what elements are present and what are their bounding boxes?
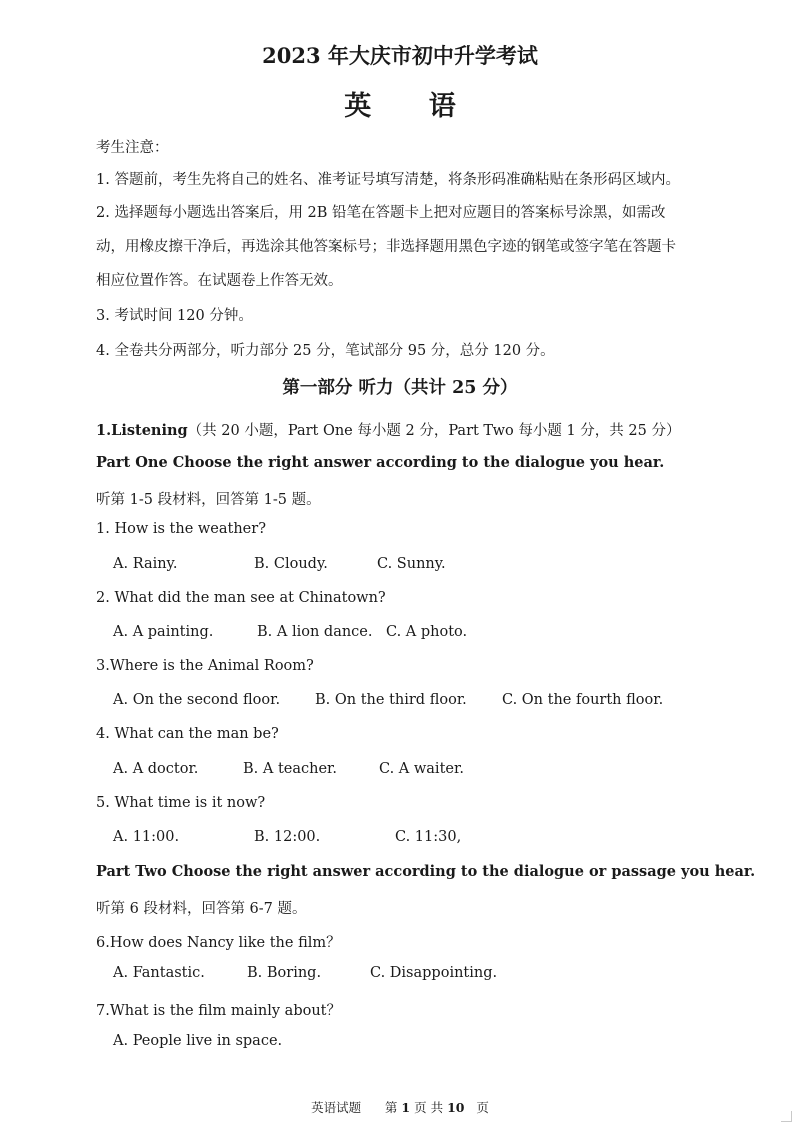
question-4-stem: 4. What can the man be? — [96, 726, 279, 742]
question-1-option-c: C. Sunny. — [377, 556, 446, 572]
question-7-option-a: A. People live in space. — [113, 1033, 283, 1049]
notice-item-2-line-3: 相应位置作答。在试题卷上作答无效。 — [96, 273, 343, 289]
listening-heading — [96, 419, 680, 440]
part-two-heading: Part Two Choose the right answer according to the dialogue or passage you hear. — [96, 863, 756, 880]
question-4-option-a: A. A doctor. — [113, 761, 199, 777]
footer-subject: 英语试题 — [311, 1100, 362, 1115]
question-2-option-a: A. A painting. — [113, 624, 214, 640]
question-3-stem: 3.Where is the Animal Room? — [96, 658, 314, 674]
footer-page-total: 10 — [447, 1100, 465, 1115]
question-1-option-a: A. Rainy. — [113, 556, 178, 572]
page-footer — [0, 1098, 800, 1116]
part-one-instruction: 听第 1-5 段材料，回答第 1-5 题。 — [96, 492, 321, 508]
question-2-option-b: B. A lion dance. — [257, 624, 373, 640]
notice-item-1: 1. 答题前，考生先将自己的姓名、准考证号填写清楚，将条形码准确粘贴在条形码区域内。 — [96, 172, 680, 188]
question-1-option-b: B. Cloudy. — [254, 556, 328, 572]
page-corner-mark — [781, 1111, 792, 1122]
question-3-option-b: B. On the third floor. — [315, 692, 467, 708]
footer-page-mid: 页 共 — [414, 1100, 444, 1115]
notice-item-2-line-1: 2. 选择题每小题选出答案后，用 2B 铅笔在答题卡上把对应题目的答案标号涂黑，如需改 — [96, 205, 666, 221]
part-two-instruction: 听第 6 段材料，回答第 6-7 题。 — [96, 901, 307, 917]
part-one-heading: Part One Choose the right answer according to the dialogue you hear. — [96, 454, 665, 471]
question-3-option-c: C. On the fourth floor. — [502, 692, 664, 708]
footer-page-suffix: 页 — [476, 1100, 489, 1115]
question-5-option-b: B. 12:00. — [254, 829, 321, 845]
notice-item-3: 3. 考试时间 120 分钟。 — [96, 308, 253, 324]
subject-title: 英 语 — [344, 91, 480, 122]
notice-item-4: 4. 全卷共分两部分，听力部分 25 分，笔试部分 95 分，总分 120 分。 — [96, 343, 555, 359]
question-4-option-c: C. A waiter. — [379, 761, 464, 777]
footer-page-prefix: 第 — [384, 1100, 398, 1115]
question-5-option-c: C. 11:30, — [395, 829, 462, 845]
question-2-stem: 2. What did the man see at Chinatown? — [96, 590, 386, 606]
listening-label: 1.Listening — [96, 422, 188, 439]
question-6-option-b: B. Boring. — [247, 965, 322, 981]
notice-item-2-line-2: 动，用橡皮擦干净后，再选涂其他答案标号；非选择题用黑色字迹的钢笔或签字笔在答题卡 — [96, 239, 676, 255]
question-6-stem: 6.How does Nancy like the film？ — [96, 935, 341, 951]
part-one-section-title: 第一部分 听力（共计 25 分） — [282, 378, 518, 398]
question-3-option-a: A. On the second floor. — [113, 692, 281, 708]
question-2-option-c: C. A photo. — [386, 624, 468, 640]
question-6-option-c: C. Disappointing. — [370, 965, 498, 981]
question-4-option-b: B. A teacher. — [243, 761, 337, 777]
question-5-option-a: A. 11:00. — [113, 829, 180, 845]
question-7-stem: 7.What is the film mainly about？ — [96, 1003, 341, 1019]
question-5-stem: 5. What time is it now? — [96, 795, 266, 811]
question-1-stem: 1. How is the weather? — [96, 521, 266, 537]
listening-scoring: （共 20 小题，Part One 每小题 2 分，Part Two 每小题 1 分，共 25 分） — [187, 423, 681, 439]
exam-title: 2023 年大庆市初中升学考试 — [262, 43, 538, 68]
question-6-option-a: A. Fantastic. — [113, 965, 205, 981]
notice-heading: 考生注意： — [96, 140, 169, 156]
footer-page-number: 1 — [401, 1100, 411, 1115]
